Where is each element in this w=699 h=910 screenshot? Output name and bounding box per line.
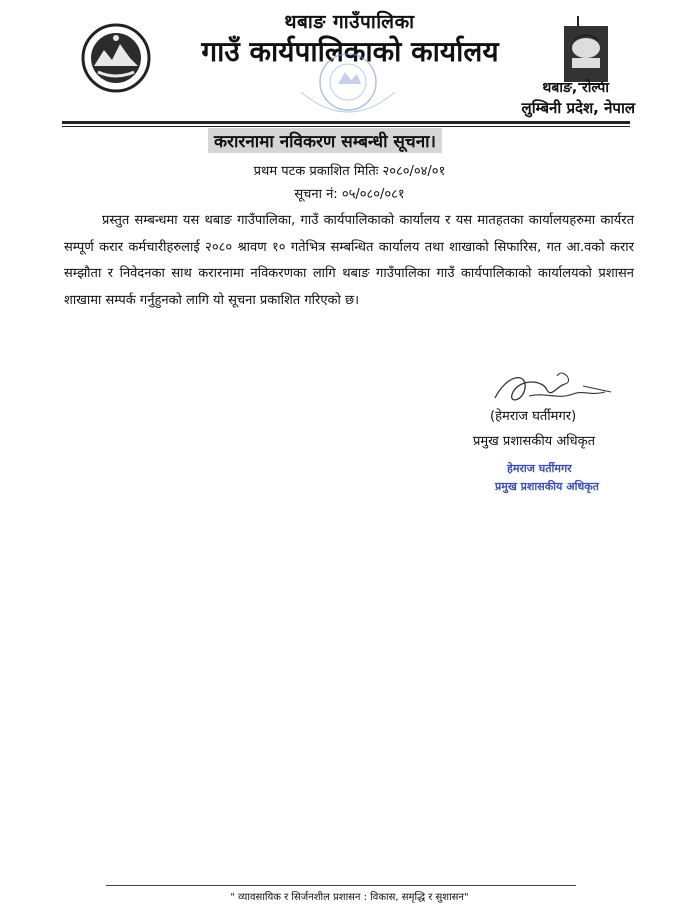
header-divider-thin (62, 126, 630, 127)
address-line-1: थबाङ, रोल्पा (542, 80, 609, 96)
org-name-small: थबाङ गाउँपालिका (284, 11, 415, 33)
signatory-name: (हेमराज घर्तीमगर) (490, 409, 577, 424)
address-line-2: लुम्बिनी प्रदेश, नेपाल (521, 99, 635, 117)
org-name-large: गाउँ कार्यपालिकाको कार्यालय (201, 35, 499, 68)
signatory-designation: प्रमुख प्रशासकीय अधिकृत (473, 434, 596, 449)
header-divider-thick (62, 121, 630, 124)
notice-title: करारनामा नविकरण सम्बन्धी सूचना। (208, 128, 442, 153)
notice-number: सूचना नं: ०५/०८०/०८१ (294, 187, 405, 202)
office-seal-icon (293, 52, 403, 124)
footer-divider (106, 885, 576, 886)
published-date: प्रथम पटक प्रकाशित मितिः २०८०/०४/०१ (253, 164, 446, 179)
stamp-name: हेमराज घर्तीमगर (507, 462, 572, 475)
footer-slogan: " व्यावसायिक र सिर्जनशील प्रशासन : विकास, समृद्धि र सुशासन" (230, 892, 469, 903)
notice-body: प्रस्तुत सम्बन्धमा यस थबाङ गाउँपालिका, गाउँ कार्यपालिकाको कार्यालय र यस मातहतका कार्यालयहरुमा कार्यरत सम्पूर्ण करार कर्मचारीहरुलाई २०८० श्रावण १० गतेभित्र सम्बन्धित कार्यालय तथा शाखाको सिफारिस, गत आ.वको करार सम्झौता र निवेदनका साथ करारनामा नविकरणका लागि थबाङ गाउँपालिका गाउँ कार्यपालिकाको कार्यालयको प्रशासन शाखामा सम्पर्क गर्नुहुनको लागि यो सूचना प्रकाशित गरिएको छ। (64, 213, 634, 308)
stamp-designation: प्रमुख प्रशासकीय अधिकृत (495, 480, 599, 493)
